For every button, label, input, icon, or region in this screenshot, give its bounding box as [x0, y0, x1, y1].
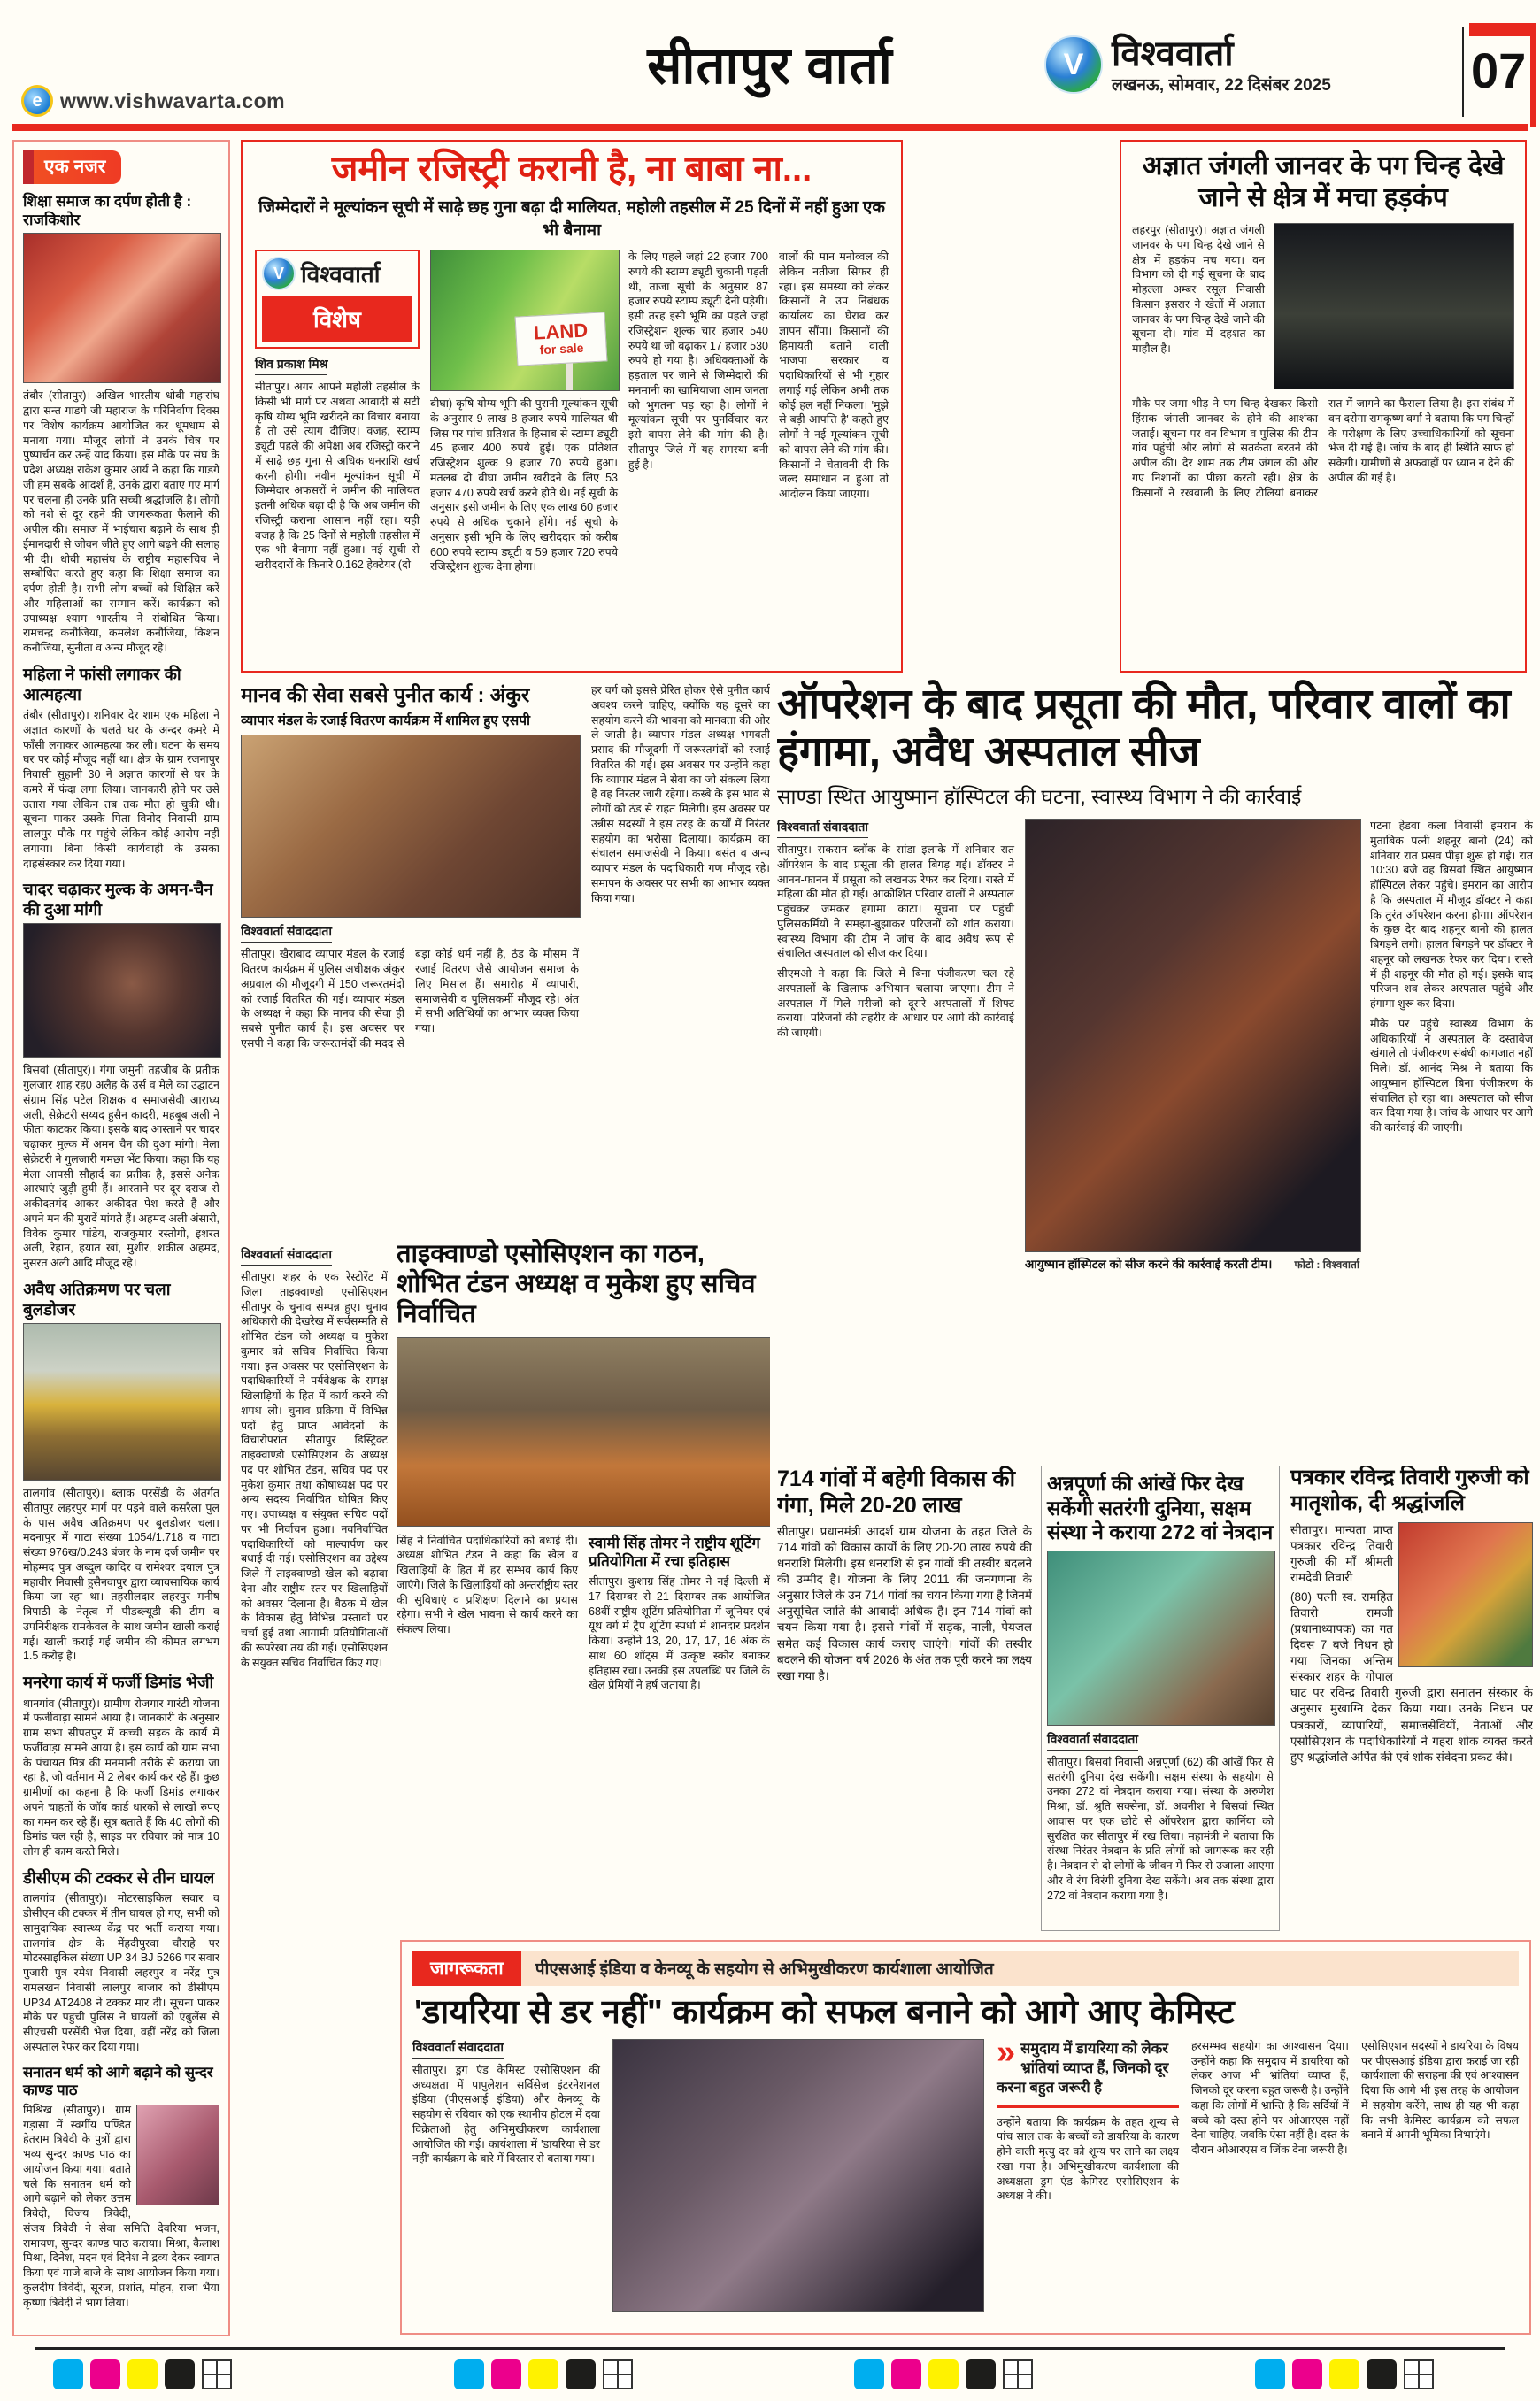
awareness-body-4: एसोसिएशन सदस्यों ने डायरिया के विषय पर पीएसआई इंडिया द्वारा कराई जा रही कार्यशाला की सराहना की एवं आश्वासन दिया कि आगे भी इस तरह के आयोजन में सहयोग करेंगे, साथ ही यह भी कहा कि सभी केमिस्ट कार्यक्रम को सफल बनाने में अपनी भूमिका निभाएंगे।: [1361, 2039, 1519, 2142]
shooting-subhead: स्वामी सिंह तोमर ने राष्ट्रीय शूटिंग प्रतियोगिता में रचा इतिहास: [589, 1534, 760, 1570]
operation-article: [777, 680, 1533, 1457]
black-swatch-icon: [566, 2359, 596, 2389]
cyan-swatch-icon: [854, 2359, 884, 2389]
article-body: तालगांव (सीतापुर)। मोटरसाइकिल सवार व डीसीएम की टक्कर में तीन घायल हो गए, सभी को सामुदायिक स्वास्थ्य केंद्र पर भर्ती कराया गया। तालगांव क्षेत्र के मेंहदीपुरवा चौराहे पर मोटरसाइकिल संख्या UP 34 BJ 5266 पर सवार पुजारी पुत्र रमेश निवासी लहरपुर व नरेंद्र पुत्र रामलखन निवासी लालपुर बाजार को डीसीएम UP34 AT2408 ने टक्कर मार दी। सूचना पाकर मौके पर पहुंची पुलिस ने घायलों को एंबुलेंस से सीएचसी परसेंडी भेज दिया, वहीं नरेंद्र को जिला अस्पताल रेफर कर दिया गया।: [23, 1892, 219, 2053]
operation-col-1: [777, 819, 1014, 1272]
tiwari-article: [1290, 1466, 1533, 1931]
article-body: तंबौर (सीतापुर)। अखिल भारतीय धोबी महासंघ द्वारा सन्त गाडगे जी महाराज के परिनिर्वाण दिवस पर विशेष कार्यक्रम आयोजित कर धूमधाम से मनाया गया। मौजूद लोगों ने उनके चित्र पर पुष्पार्चन कर उन्हें याद किया। इस मौके पर संघ के प्रदेश अध्यक्ष राकेश कुमार आर्य ने कहा कि गाडगे जी हम सबके आदर्श हैं, उनके द्वारा बताए गए मार्ग पर चलना ही उनके प्रति सच्ची श्रद्धांजलि है। लोगों को नशे से दूर रहने की जागरूकता फैलाने की अपील की। समाज में भाईचारा बढ़ाने के साथ ही ईमानदारी से जीवन जीते हुए आगे बढ़ने की सलाह भी दी। धोबी महासंघ के राष्ट्रीय महासचिव ने सम्बोधित करते हुए कहा कि शिक्षा समाज का दर्पण होती है। सभी लोग बच्चों को शिक्षित करें और महिलाओं का सम्मान करें। कार्यक्रम को उपाध्यक्ष श्याम भारतीय ने संबोधित किया। रामचन्द्र कनौजिया, कमलेश कनौजिया, किशन कनौजिया, सुनीता व अन्य मौजूद रहे।: [23, 389, 219, 655]
article-headline: मनरेगा कार्य में फर्जी डिमांड भेजी: [23, 1673, 214, 1692]
brand-name: विश्ववार्ता: [1112, 35, 1234, 73]
registry-body-1: सीतापुर। अगर आपने महोली तहसील के किसी भी मार्ग पर अथवा आबादी से सटी कृषि योग्य भूमि खरीदने का विचार बनाया है तो उसे त्याग दीजिए। वजह, स्टाम्प ड्यूटी पहले की अपेक्षा अब रजिस्ट्री कराने में साढ़े छह गुना से अधिक धनराशि खर्च करनी होगी। नवीन मूल्यांकन सूची में जिम्मेदार अफसरों ने जमीन की मालियत इतनी अधिक बढ़ा दी है कि अब जमीन की रजिस्ट्री कराना आसान नहीं रहा। यही वजह है कि 25 दिनों से महोली तहसील में एक भी बैनामा नहीं हुआ। नई सूची से खरीददारों के किनारे 0.162 हेक्टेयर (दो: [255, 381, 420, 572]
sign-post: [566, 362, 573, 390]
awareness-headline: 'डायरिया से डर नहीं" कार्यक्रम को सफल बनाने को आगे आए केमिस्ट: [414, 1994, 1235, 2031]
article-body: बिसवां (सीतापुर)। गंगा जमुनी तहजीब के प्रतीक गुलजार शाह रह0 अलैह के उर्स व मेले का उद्घाटन संग्राम सिंह पटेल शिक्षक व समाजसेवी आराध्य अली, सेक्रेटरी सय्यद हुसैन कादरी, महबूब अली ने फीता काटकर किया। इसके बाद आस्ताने पर चादर चढ़ाकर मुल्क में अमन चैन की दुआ मांगी। मेला सेक्रेटरी ने गुलजारी गमछा भेंट किया। कहा कि यह मेला आपसी सौहार्द का प्रतीक है, इससे अनेक आस्थाएं जुड़ी हुयी हैं। आस्ताने पर दूर दराज से अकीदतमंद आकर अकीदत पेश करते हैं और अपने मन की मुरादें मांगते हैं। अहमद अली अंसारी, विवेक कुमार पांडेय, राजकुमार रस्तोगी, इशरत अली, रेहान, हयात खां, मुशीर, शकील अहमद, नुसरत अली आदि मौजूद रहे।: [23, 1064, 219, 1270]
manav-subhead: व्यापार मंडल के रजाई वितरण कार्यक्रम में शामिल हुए एसपी: [241, 713, 531, 729]
tag-square-icon: [23, 150, 34, 184]
awareness-quote-col: [997, 2033, 1179, 2312]
registry-headline: जमीन रजिस्ट्री करानी है, ना बाबा ना...: [331, 150, 812, 189]
magenta-swatch-icon: [1292, 2359, 1322, 2389]
awareness-strip: [412, 1951, 1519, 1986]
yellow-swatch-icon: [127, 2359, 158, 2389]
manav-headline: मानव की सेवा सबसे पुनीत कार्य : अंकुर: [241, 683, 530, 706]
photo-workshop: [612, 2039, 984, 2312]
registration-mark-icon: [1404, 2359, 1434, 2389]
awareness-col-1: [412, 2039, 600, 2312]
tiwari-body-block: [1290, 1522, 1533, 1766]
animal-body-2: मौके पर जमा भीड़ ने पग चिन्ह देखकर किसी हिंसक जंगली जानवर के होने की आशंका जताई। सूचना पर वन विभाग व पुलिस की टीम गांव पहुंची और लोगों से सतर्कता बरतने की अपील की। देर शाम तक टीम जंगल की ओर गए निशानों का पीछा करती रही। क्षेत्र के किसानों ने रखवाली के लिए टोलियां बनाकर रात में जागने का फैसला लिया है। इस संबंध में वन दरोगा रामकृष्ण वर्मा ने बताया कि पग चिन्हों के परीक्षण के लिए उच्चाधिकारियों को सूचना भेज दी गई है। जांच के बाद ही स्थिति साफ हो सकेगी। ग्रामीणों से अफवाहों पर ध्यान न देने की अपील की गई है।: [1132, 397, 1514, 499]
section-tag-label: एक नजर: [34, 150, 121, 184]
taekwondo-left-col: [241, 1246, 388, 2328]
operation-photo-col: [1025, 819, 1359, 1272]
operation-photo-caption: आयुष्मान हॉस्पिटल को सीज करने की कार्रवाई करती टीम।: [1025, 1258, 1273, 1272]
villages-headline: 714 गांवों में बहेगी विकास की गंगा, मिले 20-20 लाख: [777, 1466, 1016, 1518]
operation-body-1: सीतापुर। सकरान ब्लॉक के सांडा इलाके में शनिवार रात ऑपरेशन के बाद प्रसूता की हालत बिगड़ गई। डॉक्टर ने आनन-फानन में प्रसूता को लखनऊ रेफर कर दिया। रास्ते में महिला की मौत हो गई। आक्रोशित परिवार वालों ने अस्पताल पहुंचकर जमकर हंगामा काटा। सूचना पर पहुंची पुलिसकर्मियों ने समझा-बुझाकर परिजनों को शांत कराया। स्वास्थ्य विभाग की टीम ने जांच के बाद अवैध रूप से संचालित अस्पताल को सीज कर दिया।: [777, 843, 1014, 960]
registration-mark-icon: [202, 2359, 232, 2389]
registration-mark-icon: [1003, 2359, 1033, 2389]
photo-land-for-sale: [430, 250, 620, 391]
manav-body-side: हर वर्ग को इससे प्रेरित होकर ऐसे पुनीत कार्य अवश्य करने चाहिए, क्योंकि यह दूसरे का सहयोग करने की भावना को मानवता की ओर ले जाती है। व्यापार मंडल अध्यक्ष भगवती प्रसाद की मौजूदगी में जरूरतमंदों को रजाई वितरित की गई। इस अवसर पर उन्होंने कहा कि व्यापार मंडल ने सेवा का जो संकल्प लिया है वह निरंतर जारी रहेगा। कस्बे के इस भाव से लोगों को ठंड से राहत मिलेगी। इस अवसर पर उन्नीस सदस्यों ने इस तरह के कार्यों में निरंतर सहयोग का भरोसा दिलाया। कार्यक्रम का संचालन समाजसेवी ने किया। बसंत व अन्य व्यापार मंडल के पदाधिकारी गण मौजूद रहे। समापन के अवसर पर सभी का आभार व्यक्त किया गया।: [591, 684, 770, 904]
wild-animal-article-box: [1120, 140, 1527, 673]
vishwavarta-globe-icon: V: [1044, 35, 1103, 94]
taekwondo-main: [397, 1239, 770, 1931]
tiwari-body-b: (80) पत्नी स्व. रामहित तिवारी रामजी (प्रधानाध्यापक) का गत दिवस 7 बजे निधन हो गया जिनका अन्तिम संस्कार शहर के गोपाल घाट पर रविन्द्र तिवारी गुरुजी द्वारा सनातन संस्कार के अनुसार मुखाग्नि देकर किया गया। उनके निधन पर पत्रकारों, व्यापारियों, समाजसेवियों, नेताओं और एसोसिएशन के पदाधिकारियों ने गहरा शोक व्यक्त करते हुए श्रद्धांजलि अर्पित की एवं शोक संवेदना प्रकट की।: [1290, 1589, 1533, 1764]
photo-taekwondo-group: [397, 1337, 770, 1527]
registry-subhead: जिम्मेदारों ने मूल्यांकन सूची में साढ़े छह गुना बढ़ा दी मालियत, महोली तहसील में 25 दिनों में नहीं हुआ एक भी बैनामा: [258, 198, 885, 241]
article-headline: शिक्षा समाज का दर्पण होती है : राजकिशोर: [23, 193, 192, 228]
awareness-badge: जागरूकता: [412, 1951, 521, 1986]
ek-najar-column: [12, 140, 230, 2336]
article-body: मिश्रिख (सीतापुर)। ग्राम गड़ासा में स्वर्गीय पण्डित हेतराम त्रिवेदी के पुत्रों द्वारा भव्य सुन्दर काण्ड पाठ का आयोजन किया गया। बताते चले कि सनातन धर्म को आगे बढ़ाने को लेकर उत्तम त्रिवेदी, विजय त्रिवेदी, संजय त्रिवेदी ने सेवा समिति देवरिया भजन, रामायण, सुन्दर काण्ड पाठ कराया। मिश्रा, कैलाश मिश्रा, दिनेश, मदन एवं दिनेश ने द्रव्य देकर स्वागत किया एवं गाजे बाजे के साथ आयोजन किया गया। कुलदीप त्रिवेदी, सूरज, प्रशांत, मोहन, राजा भैया कृष्णा त्रिवेदी ने भाग लिया।: [23, 2103, 219, 2309]
operation-byline: विश्ववार्ता संवाददाता: [777, 819, 868, 838]
awareness-row: [412, 2033, 1519, 2312]
awareness-strap: पीएसआई इंडिया व केनव्यू के सहयोग से अभिमुखीकरण कार्यशाला आयोजित: [521, 1951, 1519, 1986]
operation-caption-row: [1025, 1256, 1359, 1272]
animal-headline: अज्ञात जंगली जानवर के पग चिन्ह देखे जाने से क्षेत्र में मचा हड़कंप: [1142, 151, 1505, 212]
operation-subhead: साण्डा स्थित आयुष्मान हॉस्पिटल की घटना, स्वास्थ्य विभाग ने की कार्रवाई: [777, 785, 1302, 809]
photo-ramdevi-tiwari: [1398, 1522, 1533, 1667]
yellow-swatch-icon: [528, 2359, 558, 2389]
cyan-swatch-icon: [53, 2359, 83, 2389]
manav-side-col: [591, 683, 770, 1235]
magenta-swatch-icon: [90, 2359, 120, 2389]
page-number-red-edge: [1530, 23, 1536, 127]
awareness-body-1: सीतापुर। ड्रग एंड केमिस्ट एसोसिएशन की अध्यक्षता में पापुलेशन सर्विसेज इंटरनेशनल इंडिया (पीएसआई इंडिया) और केनव्यू के सहयोग से रविवार को एक स्थानीय होटल में दवा विक्रेताओं हेतु अभिमुखीकरण कार्यशाला आयोजित की गई। कार्यशाला में 'डायरिया से डर नहीं' कार्यक्रम के बारे में विस्तार से बताया गया।: [412, 2063, 600, 2166]
registry-body-4: वालों की मान मनोव्वल की लेकिन नतीजा सिफर ही रहा। इस समस्या को लेकर किसानों ने उप निबंधक कार्यालय का घेराव कर ज्ञापन सौंपा। किसानों की हिमायती बताने वाली भाजपा सरकार व पदाधिकारियों से भी गुहार लगाई गई लेकिन अभी तक कोई हल नहीं निकला। 'मुझे से बड़ी आपत्ति है' कहते हुए लोगों ने नई मूल्यांकन सूची को वापस लेने की मांग की। किसानों ने चेतावनी दी कि जल्द समाधान न हुआ तो आंदोलन किया जाएगा।: [779, 250, 889, 501]
registry-content-row: [255, 250, 889, 574]
special-brand-name: विश्ववार्ता: [301, 261, 381, 289]
article-body: थानगांव (सीतापुर)। ग्रामीण रोजगार गारंटी योजना में फर्जीवाड़ा सामने आया है। जानकारी के अनुसार ग्राम सभा सीपतपुर में कच्ची सड़क के कार्य में फर्जीवाड़ा सामने आया है। इस कार्य को ग्राम सभा के पंचायत मित्र की मनमानी तरीके से कराया जा रहा है, जो वर्तमान में 2 लेबर कार्य कर रहे हैं। कुछ ग्रामीणों का कहना है कि फर्जी डिमांड लगाकर अपने चाहतों के जॉब कार्ड धारकों से लाखों रुपए का गमन कर रहे हैं। सूत्र बताते हैं कि 40 लोगों की डिमांड चल रही है, साइड पर रविवार को मात्र 10 लोग ही काम करते मिले।: [23, 1697, 219, 1858]
header-divider: [1462, 27, 1464, 117]
operation-body-4: सीएमओ ने कहा कि जिले में बिना पंजीकरण चल रहे अस्पतालों के खिलाफ अभियान चलाया जाएगा। टीम ने अस्पताल में मिले मरीजों को दूसरे अस्पतालों में शिफ्ट कराया। परिजनों की तहरीर के आधार पर आगे की कार्रवाई की जाएगी।: [777, 967, 1014, 1040]
cmyk-group: [1255, 2359, 1434, 2389]
villages-article: [777, 1466, 1032, 1931]
taekwondo-body-left: सीतापुर। शहर के एक रेस्टोरेंट में जिला ताइक्वाण्डो एसोसिएशन सीतापुर के चुनाव सम्पन्न हुए। चुनाव अधिकारी की देखरेख में सर्वसम्मति से शोभित टंडन को अध्यक्ष व मुकेश कुमार को सचिव निर्वाचित किया गया। इस अवसर पर एसोसिएशन के पदाधिकारियों ने पर्यवेक्षक के समक्ष खिलाड़ियों के हित में कार्य करने की शपथ ली। चुनाव प्रक्रिया में विभिन्न पदों हेतु प्राप्त आवेदनों के विचारोपरांत सीतापुर डिस्ट्रिक्ट ताइक्वाण्डो एसोसिएशन के अध्यक्ष पद पर शोभित टंडन, सचिव पद पर मुकेश कुमार तथा कोषाध्यक्ष पद पर अन्य सदस्य निर्वाचित घोषित किए गए। उपाध्यक्ष व संयुक्त सचिव पदों पर भी निर्वाचन हुआ। नवनिर्वाचित पदाधिकारियों को माल्यार्पण कर बधाई दी गई। एसोसिएशन का उद्देश्य जिले में ताइक्वाण्डो खेल को बढ़ावा देना और राष्ट्रीय स्तर पर खिलाड़ियों को अवसर दिलाना है। बैठक में खेल के विकास हेतु विभिन्न प्रस्तावों पर चर्चा हुई तथा आगामी प्रतियोगिताओं की रूपरेखा तय की गई। एसोसिएशन के संयुक्त सचिव निर्वाचित किए गए।: [241, 1271, 388, 1669]
manav-byline: विश्ववार्ता संवाददाता: [241, 923, 332, 943]
operation-row: [777, 819, 1533, 1272]
pull-quote-text: समुदाय में डायरिया को लेकर भ्रांतियां व्याप्त हैं, जिनको दूर करना बहुत जरूरी है: [997, 2040, 1169, 2097]
awareness-body-2: उन्होंने बताया कि कार्यक्रम के तहत शून्य से पांच साल तक के बच्चों को डायरिया के कारण होने वाली मृत्यु दर को शून्य पर लाने का लक्ष्य रखा गया है। अभिमुखीकरण कार्यशाला की अध्यक्षता ड्रग एंड केमिस्ट एसोसिएशन के अध्यक्ष ने की।: [997, 2115, 1179, 2203]
tiwari-body-a: सीतापुर। मान्यता प्राप्त पत्रकार रविन्द्र तिवारी गुरुजी की माँ श्रीमती रामदेवी तिवारी: [1290, 1522, 1393, 1584]
animal-row: [1132, 223, 1514, 389]
yellow-swatch-icon: [928, 2359, 959, 2389]
quote-chevrons-icon: »: [997, 2033, 1016, 2071]
cyan-swatch-icon: [454, 2359, 484, 2389]
website-url[interactable]: www.vishwavarta.com: [60, 88, 286, 112]
awareness-col-3: [1191, 2039, 1349, 2312]
article-headline: चादर चढ़ाकर मुल्क के अमन-चैन की दुआ मांगी: [23, 880, 213, 919]
black-swatch-icon: [1367, 2359, 1397, 2389]
taekwondo-body-a: सिंह ने निर्वाचित पदाधिकारियों को बधाई दी। अध्यक्ष शोभित टंडन ने कहा कि खेल व खिलाड़ियों के हित में हर सम्भव कार्य किए जाएंगे। जिले के खिलाड़ियों को अन्तर्राष्ट्रीय स्तर की सुविधाएं व प्रशिक्षण दिलाने का प्रयास रहेगा। सभी ने खेल भावना से कार्य करने का संकल्प लिया।: [397, 1534, 578, 1636]
black-swatch-icon: [165, 2359, 195, 2389]
article-headline: सनातन धर्म को आगे बढ़ाने को सुन्दर काण्ड पाठ: [23, 2064, 213, 2098]
article-headline: डीसीएम की टक्कर से तीन घायल: [23, 1867, 215, 1887]
land-sale-sign: [515, 312, 608, 366]
black-swatch-icon: [966, 2359, 996, 2389]
registry-body-2: बीघा) कृषि योग्य भूमि की पुरानी मूल्यांकन सूची के अनुसार 9 लाख 8 हजार रुपये मालियत थी जिस पर पांच प्रतिशत के हिसाब से स्टाम्प ड्यूटी 45 हजार 400 रुपये हुई। एक प्रतिशत रजिस्ट्रेशन शुल्क 9 हजार 70 रुपये हुआ। मतलब दो बीघा जमीन खरीदने के लिए 53 हजार 470 रुपये खर्च करने होते थे। नई सूची के अनुसार इसी जमीन के लिए एक लाख 60 हजार रुपये से अधिक चुकाने होंगे। नई सूची के अनुसार इसी भूमि के लिए खरीददार को करीब 600 रुपये स्टाम्प ड्यूटी व 59 हजार 720 रुपये रजिस्ट्रेशन शुल्क देना होगा।: [430, 397, 618, 573]
registry-col-1: [255, 250, 420, 574]
taekwondo-byline: विश्ववार्ता संवाददाता: [241, 1246, 332, 1266]
villages-body: सीतापुर। प्रधानमंत्री आदर्श ग्राम योजना के तहत जिले के 714 गांवों को विकास कार्यों के लिए 20-20 लाख रुपये की धनराशि मिलेगी। इस धनराशि से इन गांवों की तस्वीर बदलने की उम्मीद है। योजना के लिए 2011 की जनगणना के अनुसार जिले के उन 714 गांवों का चयन किया गया है जिनमें अनुसूचित जाति की आबादी अधिक है। इन 714 गांवों को चयन किया गया है। इससे गांवों में सड़क, नाली, पेयजल समेत कई विकास कार्य कराए जाएंगे। गांवों की तस्वीर बदलने की योजना वर्ष 2026 के अंत तक पूरी करने का लक्ष्य रखा गया है।: [777, 1525, 1032, 1682]
taekwondo-col-b: [589, 1534, 770, 1694]
awareness-body-3: हरसम्भव सहयोग का आश्वासन दिया। उन्होंने कहा कि समुदाय में डायरिया को लेकर आज भी भ्रांतियां व्याप्त हैं, जिनको दूर करना बहुत जरूरी है। उन्होंने कहा कि लोगों में भ्रान्ति है कि सर्दियों में बच्चे को दस्त होने पर ओआरएस नहीं देना चाहिए, जबकि ऐसा नहीं है। दस्त के दौरान ओआरएस व जिंक देना जरूरी है।: [1191, 2039, 1349, 2157]
footer-rule: [35, 2347, 1505, 2350]
registry-byline: शिव प्रकाश मिश्र: [255, 356, 327, 375]
pull-quote: [997, 2033, 1179, 2108]
cmyk-calibration-row: [53, 2359, 1434, 2389]
operation-col-3: [1370, 819, 1533, 1272]
land-sign-line1: LAND: [533, 319, 589, 344]
awareness-col-4: [1361, 2039, 1519, 2312]
land-sign-line2: for sale: [539, 340, 584, 358]
taekwondo-body-b: सीतापुर। कुशाग्र सिंह तोमर ने नई दिल्ली में 17 दिसम्बर से 21 दिसम्बर तक आयोजित 68वीं राष्ट्रीय शूटिंग प्रतियोगिता में जूनियर एवं यूथ वर्ग में ट्रैप शूटिंग स्पर्धा में शानदार प्रदर्शन किया। उन्होंने 13, 20, 17, 17, 16 अंक के साथ 60 शॉट्स में उत्कृष्ट स्कोर बनाकर इतिहास रचा। उनकी इस उपलब्धि पर जिले के खेल प्रेमियों ने हर्ष जताया है।: [589, 1575, 770, 1692]
article-body: तालगांव (सीतापुर)। ब्लाक परसेंडी के अंतर्गत सीतापुर लहरपुर मार्ग पर पड़ने वाले कसरैला पुल के पास अवैध अतिक्रमण पर बुलडोजर चला। मदनापुर में गाटा संख्या 1054/1.718 व गाटा संख्या 976ख/0.243 बंजर के नाम दर्ज जमीन पर मोहम्मद पुत्र अब्दुल कादिर व रामेश्वर दयाल पुत्र महावीर निवासी हुसैनवापुर द्वारा व्यावसायिक कार्य किया जा रहा था। तहसीलदार लहरपुर मनीष त्रिपाठी के नेतृत्व में पीडब्ल्यूडी की टीम व उपनिरीक्षक रामकेवल के साथ जमीन खाली कराई गई। खाली कराई गई जमीन की कीमत लगभग 1.5 करोड़ है।: [23, 1487, 219, 1663]
registry-col-3: [628, 250, 768, 574]
cmyk-group: [454, 2359, 633, 2389]
cmyk-group: [854, 2359, 1033, 2389]
cmyk-group: [53, 2359, 232, 2389]
magenta-swatch-icon: [491, 2359, 521, 2389]
magenta-swatch-icon: [891, 2359, 921, 2389]
registry-body-3: के लिए पहले जहां 22 हजार 700 रुपये की स्टाम्प ड्यूटी चुकानी पड़ती थी, ताजा सूची के अनुसार 87 हजार रुपये स्टाम्प ड्यूटी देनी पड़ेगी। इसी तरह इसी भूमि का पहले जहां रजिस्ट्रेशन शुल्क चार हजार 540 रुपये था जो बढ़ाकर 17 हजार 530 रुपये हो गया है। अधिवक्ताओं के हड़ताल पर जाने से जिम्मेदारों की मनमानी का खामियाजा आम जनता को भुगतना पड़ रहा है। लोगों ने मूल्यांकन सूची पर पुनर्विचार कर इसे वापस लेने की मांग की है। सीतापुर जिले में यह समस्या बनी हुई है।: [628, 250, 768, 471]
vishwavarta-globe-icon: V: [262, 257, 296, 290]
article-body: तंबौर (सीतापुर)। शनिवार देर शाम एक महिला ने अज्ञात कारणों के चलते घर के अन्दर कमरे में फाँसी लगाकर आत्महत्या कर ली। घटना के समय घर पर कोई मौजूद नहीं था। क्षेत्र के ग्राम रजनापुर निवासी सुहानी 30 ने अज्ञात कारणों से घर के कमरे में फंदा लगा लिया। जानकारी होने पर उसे उतारा गया लेकिन तब तक मौत हो चुकी थी। सूचना पाकर उसके पिता विनोद निवासी ग्राम लालपुर मौके पर पहुंचे लेकिन कोई आरोप नहीं लगाया। बिना किसी कार्यवाही के उसका दाहसंस्कार कर दिया गया।: [23, 709, 219, 870]
special-brand-row: [262, 257, 412, 290]
photo-quilt-distribution: [241, 735, 581, 918]
section-tag: [23, 150, 219, 184]
tiwari-headline: पत्रकार रविन्द्र तिवारी गुरुजी को मातृशोक, दी श्रद्धांजलि: [1290, 1466, 1529, 1515]
annapurna-body: सीतापुर। बिसवां निवासी अन्नपूर्णा (62) की आंखें फिर से सतरंगी दुनिया देख सकेंगी। सक्षम संस्था के सहयोग से उनका 272 वां नेत्रदान कराया गया। संस्था के अरुणेश मिश्रा, डॉ. श्रुति सक्सेना, डॉ. अवनीश ने बिसवां स्थित आवास पर एक छोटे से ऑपरेशन द्वारा कार्निया को सुरक्षित कर सीतापुर में रख लिया। महामंत्री ने बताया कि संस्था निरंतर नेत्रदान के प्रति लोगों को जागरूक कर रही है। नेत्रदान से दो लोगों के जीवन में फिर से उजाला आएगा और वे रंग बिरंगी दुनिया देख सकेंगे। अब तक संस्था द्वारा 272 वां नेत्रदान कराया गया है।: [1047, 1755, 1274, 1902]
article-headline: अवैध अतिक्रमण पर चला बुलडोजर: [23, 1279, 171, 1319]
brand-block: [1044, 35, 1331, 96]
website-block: [21, 85, 285, 117]
manav-row: [241, 683, 770, 1235]
annapurna-article: [1041, 1466, 1280, 1931]
photo-night-crowd: [1274, 223, 1514, 389]
photo-ribbon-cutting-night: [23, 923, 221, 1058]
page-number-red-bar: [1469, 23, 1536, 36]
animal-body-1: लहरपुर (सीतापुर)। अज्ञात जंगली जानवर के पग चिन्ह देखे जाने से क्षेत्र में हड़कंप मच गया। वन विभाग को दी गई सूचना के बाद मोहल्ला अम्बर रसूल निवासी किसान इसरार ने खेतों में अज्ञात जानवर के पग चिन्ह देखे जाने की सूचना दी। गांव में दहशत का माहौल है।: [1132, 224, 1265, 355]
annapurna-byline: विश्ववार्ता संवाददाता: [1047, 1731, 1138, 1751]
yellow-swatch-icon: [1329, 2359, 1359, 2389]
article-with-photo: [23, 2103, 219, 2311]
photo-stage-event: [23, 233, 221, 383]
photo-annapurna-portrait: [1047, 1551, 1275, 1726]
operation-photo-credit: फोटो : विश्ववार्ता: [1294, 1258, 1359, 1272]
manav-main-col: [241, 683, 579, 1235]
edition-line: लखनऊ, सोमवार, 22 दिसंबर 2025: [1112, 76, 1331, 95]
vishwavarta-special-box: [255, 250, 420, 349]
photo-hospital-seizure: [1025, 819, 1361, 1252]
registration-mark-icon: [603, 2359, 633, 2389]
operation-body-2: पटना हेडवा कला निवासी इमरान के मुताबिक पत्नी शहनूर बानो (24) को शनिवार रात प्रसव पीड़ा शुरू हो गई। रात 10:30 बजे वह बिसवां स्थित आयुष्मान हॉस्पिटल लेकर पहुंचे। इमरान का आरोप है कि अस्पताल में मौजूद डॉक्टर ने कहा कि तुरंत ऑपरेशन करना होगा। ऑपरेशन के कुछ देर बाद शहनूर बानो की हालत बिगड़ने लगी। हालत बिगड़ने पर डॉक्टर ने शहनूर को लखनऊ रेफर कर दिया। रास्ते में ही शहनूर की मौत हो गई। इसके बाद परिजन शव लेकर अस्पताल पहुंचे और हंगामा शुरू कर दिया।: [1370, 820, 1533, 1011]
manav-seva-section: [241, 683, 770, 1235]
photo-sundar-kand: [136, 2105, 219, 2205]
taekwondo-headline: ताइक्वाण्डो एसोसिएशन का गठन, शोभित टंडन अध्यक्ष व मुकेश हुए सचिव निर्वाचित: [397, 1240, 756, 1329]
page-number: 07: [1471, 42, 1527, 98]
manav-body-main: सीतापुर। खैराबाद व्यापार मंडल के रजाई वितरण कार्यक्रम में पुलिस अधीक्षक अंकुर अग्रवाल की मौजूदगी में 150 जरूरतमंदों को रजाई वितरित की गई। व्यापार मंडल के अध्यक्ष ने कहा कि मानव की सेवा ही सबसे पुनीत कार्य है। इस अवसर पर एसपी ने कहा कि जरूरतमंदों की मदद से बड़ा कोई धर्म नहीं है, ठंड के मौसम में रजाई वितरण जैसे आयोजन समाज के लिए मिसाल हैं। समारोह में व्यापारी, समाजसेवी व पुलिसकर्मी मौजूद रहे। अंत में सभी अतिथियों का आभार व्यक्त किया गया।: [241, 948, 579, 1050]
awareness-box: [400, 1940, 1531, 2335]
registry-col-4: [779, 250, 889, 574]
taekwondo-text-row: [397, 1534, 770, 1694]
article-headline: महिला ने फांसी लगाकर की आत्महत्या: [23, 664, 181, 704]
registry-col-2: [430, 250, 618, 574]
cyan-swatch-icon: [1255, 2359, 1285, 2389]
awareness-byline: विश्ववार्ता संवाददाता: [412, 2039, 504, 2059]
registry-article-box: [241, 140, 903, 673]
operation-body-3: मौके पर पहुंचे स्वास्थ्य विभाग के अधिकारियों ने अस्पताल के दस्तावेज खंगाले तो पंजीकरण संबंधी कागजात नहीं मिले। डॉ. आनंद मिश्र ने बताया कि आयुष्मान हॉस्पिटल बिना पंजीकरण के संचालित हो रहा था। अस्पताल को सीज कर दिया गया है। जांच के आधार पर आगे की कार्रवाई की जाएगी।: [1370, 1017, 1533, 1135]
photo-bulldozer: [23, 1323, 221, 1481]
masthead-title: सीतापुर वार्ता: [647, 37, 893, 95]
annapurna-headline: अन्नपूर्णा की आंखें फिर देख सकेंगी सतरंगी दुनिया, सक्षम संस्था ने कराया 272 वां नेत्रदान: [1047, 1472, 1274, 1544]
special-tag: विशेष: [262, 296, 412, 342]
operation-headline: ऑपरेशन के बाद प्रसूता की मौत, परिवार वालों का हंगामा, अवैध अस्पताल सीज: [777, 680, 1511, 774]
header-rule: [12, 124, 1528, 131]
browser-e-icon: e: [21, 85, 53, 117]
